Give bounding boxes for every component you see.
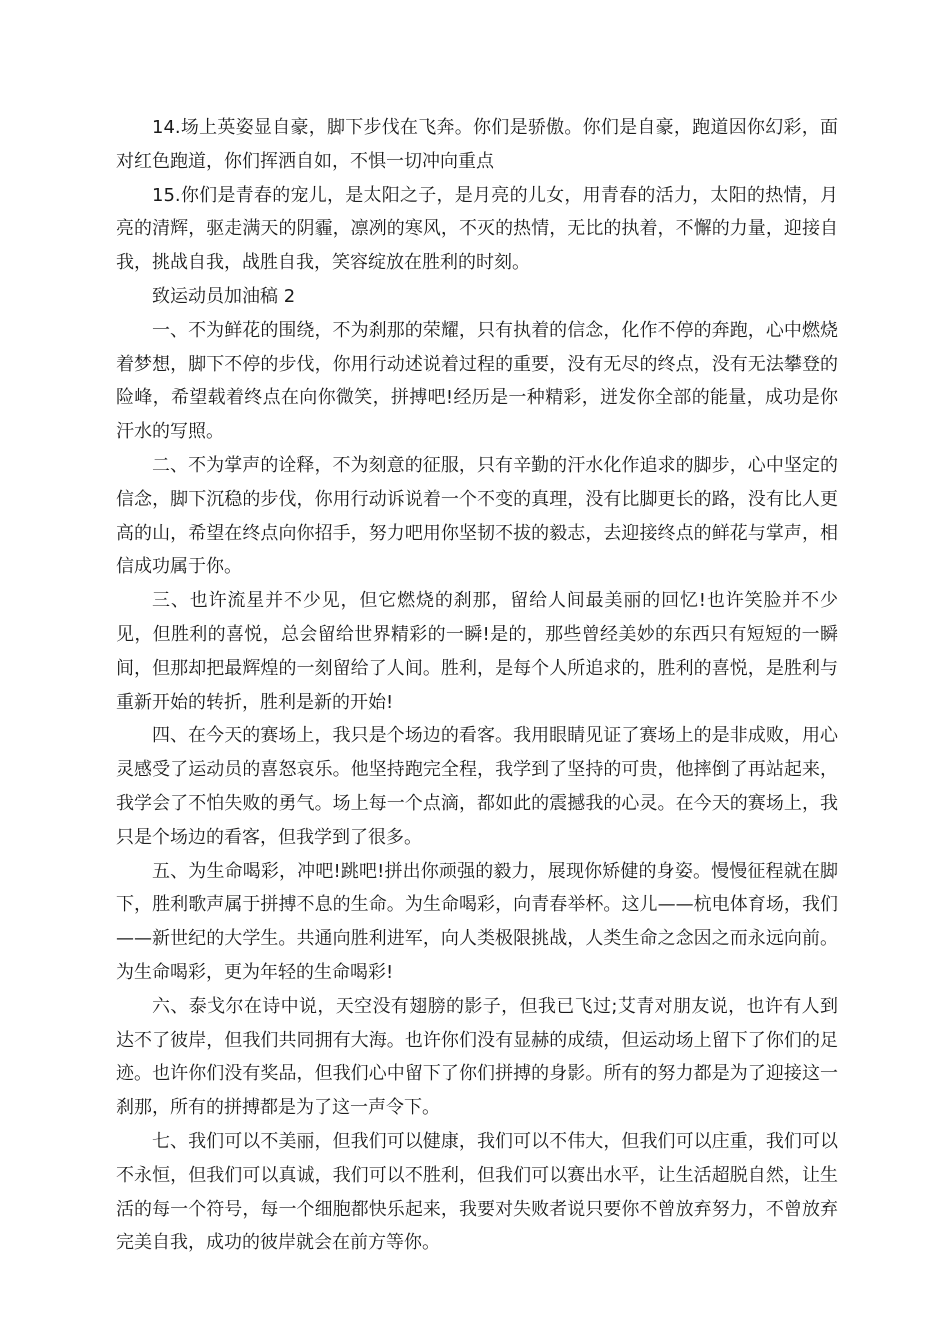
paragraph-four: 四、在今天的赛场上，我只是个场边的看客。我用眼睛见证了赛场上的是非成败，用心灵感受了运动员的喜怒哀乐。他坚持跑完全程，我学到了坚持的可贵，他摔倒了再站起来，我学会了不怕失败的勇气。场上每一个点滴，都如此的震撼我的心灵。在今天的赛场上，我只是个场边的看客，但我学到了很多。 xyxy=(116,725,838,848)
paragraph-five: 五、为生命喝彩，冲吧!跳吧!拼出你顽强的毅力，展现你矫健的身姿。慢慢征程就在脚下，胜利歌声属于拼搏不息的生命。为生命喝彩，向青春举杯。这儿——杭电体育场，我们——新世纪的大学生。共通向胜利进军，向人类极限挑战，人类生命之念因之而永远向前。为生命喝彩，更为年轻的生命喝彩! xyxy=(116,860,838,983)
paragraph-seven: 七、我们可以不美丽，但我们可以健康，我们可以不伟大，但我们可以庄重，我们可以不永恒，但我们可以真诚，我们可以不胜利，但我们可以赛出水平，让生活超脱自然，让生活的每一个符号，每一个细胞都快乐起来，我要对失败者说只要你不曾放弃努力，不曾放弃完美自我，成功的彼岸就会在前方等你。 xyxy=(116,1130,838,1254)
paragraph-one: 一、不为鲜花的围绕，不为刹那的荣耀，只有执着的信念，化作不停的奔跑，心中燃烧着梦想，脚下不停的步伐，你用行动述说着过程的重要，没有无尽的终点，没有无法攀登的险峰，希望载着终点在向你微笑，拼搏吧!经历是一种精彩，迸发你全部的能量，成功是你汗水的写照。 xyxy=(116,319,838,443)
paragraph-three: 三、也许流星并不少见，但它燃烧的刹那，留给人间最美丽的回忆!也许笑脸并不少见，但胜利的喜悦，总会留给世界精彩的一瞬!是的，那些曾经美妙的东西只有短短的一瞬间，但那却把最辉煌的一刻留给了人间。胜利，是每个人所追求的，胜利的喜悦，是胜利与重新开始的转折，胜利是新的开始! xyxy=(116,590,838,713)
document-body xyxy=(116,111,838,1260)
paragraph-14: 14.场上英姿显自豪，脚下步伐在飞奔。你们是骄傲。你们是自豪，跑道因你幻彩，面对红色跑道，你们挥洒自如，不惧一切冲向重点 xyxy=(116,117,838,172)
section-heading: 致运动员加油稿 2 xyxy=(152,285,296,307)
paragraph-two: 二、不为掌声的诠释，不为刻意的征服，只有辛勤的汗水化作追求的脚步，心中坚定的信念，脚下沉稳的步伐，你用行动诉说着一个不变的真理，没有比脚更长的路，没有比人更高的山，希望在终点向你招手，努力吧用你坚韧不拔的毅志，去迎接终点的鲜花与掌声，相信成功属于你。 xyxy=(116,454,838,578)
paragraph-15: 15.你们是青春的宠儿，是太阳之子，是月亮的儿女，用青春的活力，太阳的热情，月亮的清辉，驱走满天的阴霾，凛冽的寒风，不灭的热情，无比的执着，不懈的力量，迎接自我，挑战自我，战胜自我，笑容绽放在胜利的时刻。 xyxy=(116,184,838,274)
paragraph-six: 六、泰戈尔在诗中说，天空没有翅膀的影子，但我已飞过;艾青对朋友说，也许有人到达不了彼岸，但我们共同拥有大海。也许你们没有显赫的成绩，但运动场上留下了你们的足迹。也许你们没有奖品，但我们心中留下了你们拼搏的身影。所有的努力都是为了迎接这一刹那，所有的拼搏都是为了这一声令下。 xyxy=(116,995,838,1119)
